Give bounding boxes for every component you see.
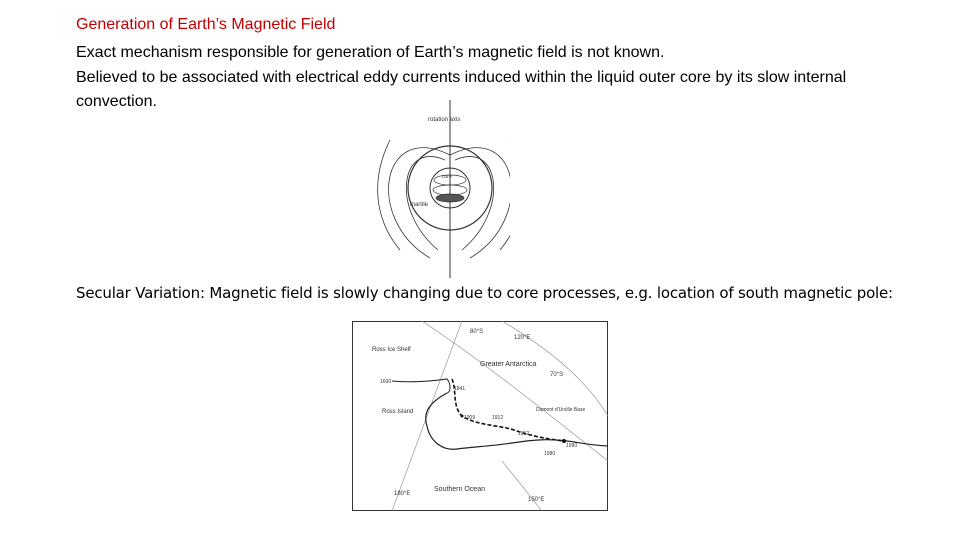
rotation-axis-label: rotation axis xyxy=(428,117,461,123)
secular-variation-text: Secular Variation: Magnetic field is slowly changing due to core processes, e.g. location of south magnetic pole: xyxy=(76,284,893,302)
mantle-label: mantle xyxy=(410,202,429,208)
statement-eddy-currents: Believed to be associated with electrical eddy currents induced within the liquid outer core by its slow internal convection. xyxy=(76,69,847,110)
ice-shelf-label: Ross Ice Shelf xyxy=(372,347,411,353)
year-1990: 1990 xyxy=(566,443,578,449)
lat-70-label: 70°S xyxy=(550,372,564,378)
antarctica-label: Greater Antarctica xyxy=(480,361,537,368)
year-1912: 1912 xyxy=(492,415,504,421)
lon-150-label: 150°E xyxy=(528,497,545,503)
lon-180-label: 180°E xyxy=(394,491,411,497)
ocean-label: Southern Ocean xyxy=(434,486,485,493)
lon-120-label: 120°E xyxy=(514,335,531,341)
slide-title: Generation of Earth’s Magnetic Field xyxy=(76,16,336,33)
dumont-label: Dumont d'Urville Base xyxy=(536,407,586,413)
earth-field-diagram xyxy=(360,100,510,278)
core-label: core xyxy=(442,174,452,180)
year-1909: 1909 xyxy=(464,415,476,421)
year-1600: 1600 xyxy=(380,379,392,385)
statement-unknown-mechanism: Exact mechanism responsible for generation of Earth’s magnetic field is not known. xyxy=(76,44,665,61)
year-1952: 1952 xyxy=(518,431,530,437)
year-1980: 1980 xyxy=(544,451,556,457)
south-magnetic-pole-map xyxy=(352,321,608,511)
ross-island-label: Ross Island xyxy=(382,409,414,415)
lat-80-label: 80°S xyxy=(470,329,484,335)
year-1841: 1841 xyxy=(454,386,466,392)
